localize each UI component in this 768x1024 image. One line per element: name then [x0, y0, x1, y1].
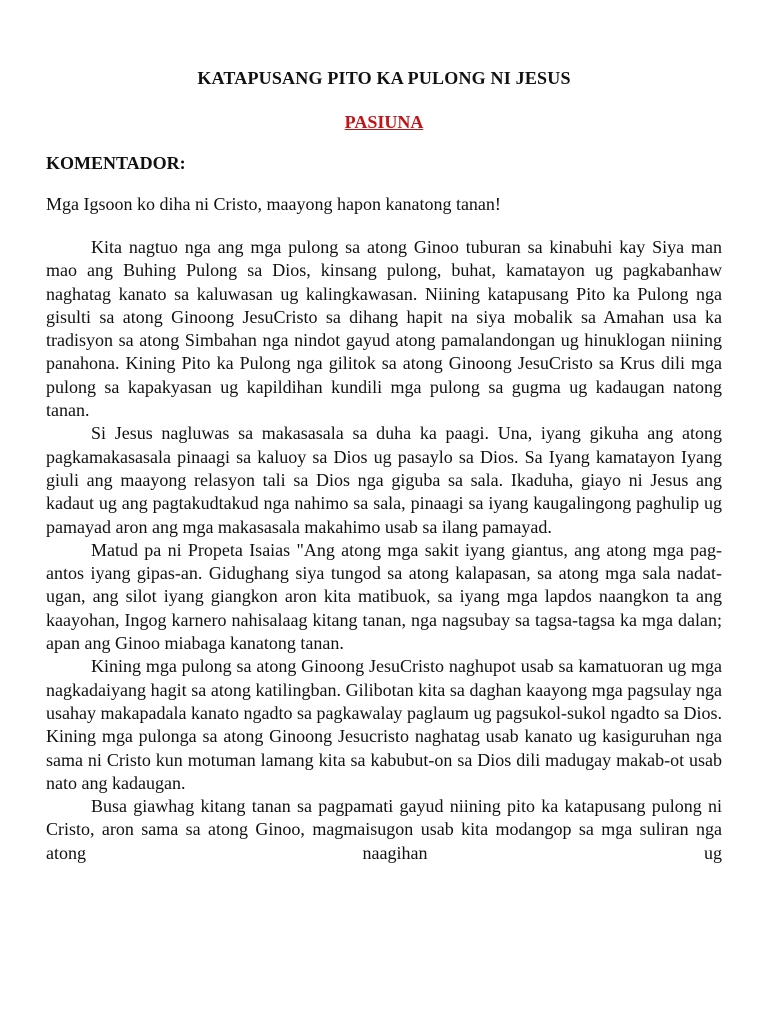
document-page: [46, 60, 722, 865]
body-paragraph: Si Jesus nagluwas sa makasasala sa duha ka paagi. Una, iyang gikuha ang atong pagkamakasasala pinaagi sa kaluoy sa Dios ug pasaylo sa Dios. Sa Iyang kamatayon Iyang giuli ang maayong relasyon tali sa Dios nga giguba sa sala. Ikaduha, giayo ni Jesus ang kadaut ug ang pagtakudtakud nga nahimo sa sala, pinaagi sa iyang kaugalingong paghulip ug pamayad aron ang mga makasasala makahimo usab sa ilang pamayad.: [46, 423, 722, 537]
document-title: KATAPUSANG PITO KA PULONG NI JESUS: [197, 68, 571, 88]
body-paragraph: Busa giawhag kitang tanan sa pagpamati gayud niining pito ka katapusang pulong ni Cristo, aron sama sa atong Ginoo, magmaisugon usab kita modangop sa mga suliran nga atong naagihan ug: [46, 796, 722, 863]
greeting-line: Mga Igsoon ko diha ni Cristo, maayong hapon kanatong tanan!: [46, 194, 501, 214]
body-paragraph: Matud pa ni Propeta Isaias "Ang atong mga sakit iyang giantus, ang atong mga pag-antos iyang gipas-an. Gidughang siya tungod sa atong kalapasan, sa atong mga sala nadat-ugan, ang silot iyang giangkon aron kita matibuok, sa iyang mga lapdos naangkon ta ang kaayohan, Ingog karnero nahisalaag kitang tanan, nga nagsubay sa tagsa-tagsa ka mga dalan; apan ang Ginoo miabaga kanatong tanan.: [46, 539, 722, 654]
body-paragraph: Kita nagtuo nga ang mga pulong sa atong Ginoo tuburan sa kinabuhi kay Siya man mao ang Buhing Pulong sa Dios, kinsang pulong, buhat, kamatayon ug pagkabanhaw naghatag kanato sa kaluwasan ug kalingkawasan. Niining katapusang Pito ka Pulong nga gisulti sa atong Ginoong JesuCristo sa dihang hapit na siya mobalik sa Amahan usa ka tradisyon sa atong Simbahan nga nindot gayud atong pamalandongan ug hinuklogan niining panahona. Kining Pito ka Pulong nga gilitok sa atong Ginoong JesuCristo sa Krus dili mga pulong sa kapakyasan ug kapildihan kundili mga pulong sa gugma ug kadaugan natong tanan.: [46, 237, 722, 421]
body-paragraph: Kining mga pulong sa atong Ginoong JesuCristo naghupot usab sa kamatuoran ug mga nagkadaiyang hagit sa atong katilingban. Gilibotan kita sa daghan kaayong mga pagsulay nga usahay makapadala kanato ngadto sa pagkawalay paglaum ug pagsukol-sukol ngadto sa Dios. Kining mga pulonga sa atong Ginoong Jesucristo naghatag usab kanato ug kasiguruhan nga sama ni Cristo kun motuman lamang kita sa kabubut-on sa Dios dili madugay makab-ot usab nato ang kadaugan.: [46, 656, 722, 793]
section-title: PASIUNA: [344, 112, 424, 132]
speaker-label: KOMENTADOR:: [46, 153, 186, 173]
